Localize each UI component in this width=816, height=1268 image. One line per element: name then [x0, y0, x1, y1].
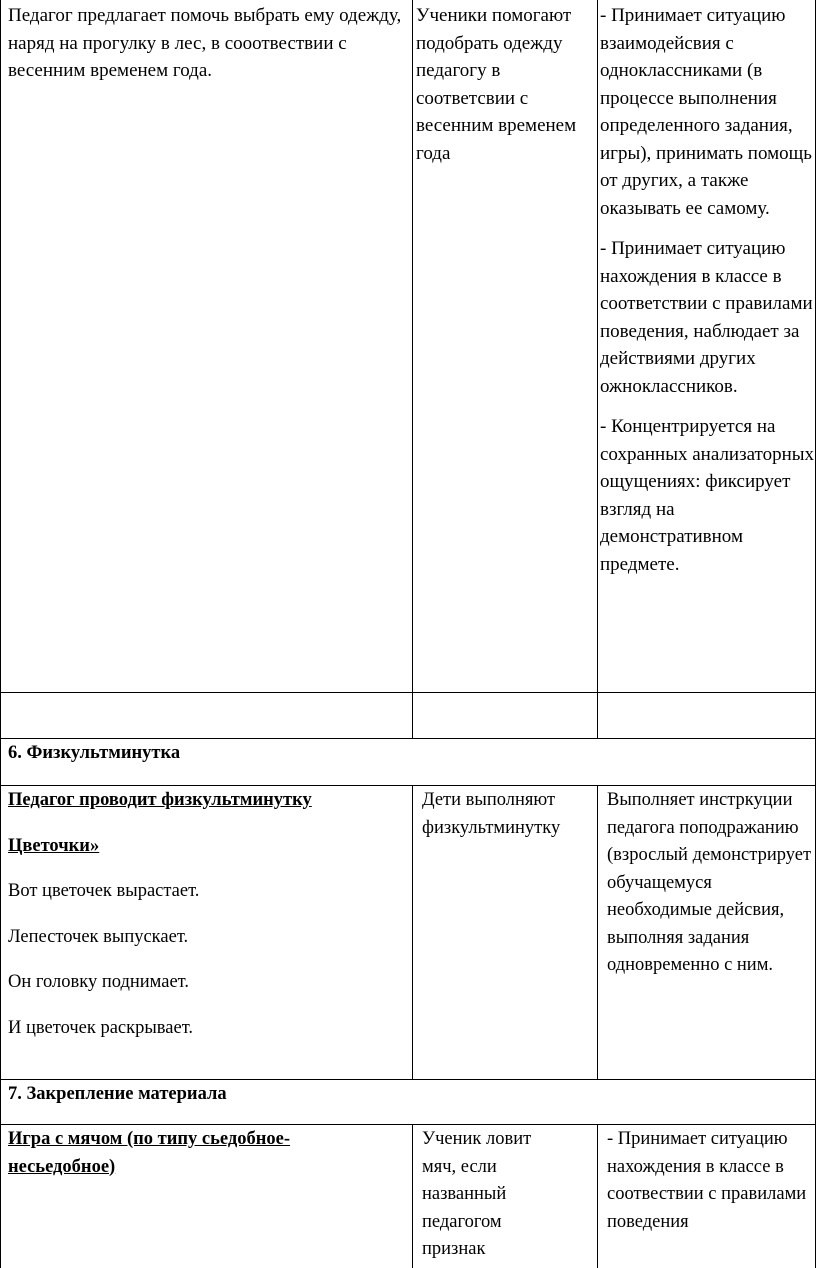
section6-student-text: Дети выполняют физкультминутку [422, 790, 561, 838]
verse-line: Лепесточек выпускает. [8, 926, 189, 947]
row1-student-text: Ученики помогают подобрать одежду педагогу в соответсвии с весенним временем года [416, 5, 577, 164]
section7-heading: Игра с мячом (по типу сьедобное-несьедобное) [8, 1129, 291, 1177]
section7-teacher-activity [8, 1126, 338, 1181]
row1-result-1: - Принимает ситуацию взаимодейсвия с одноклассниками (в процессе выполнения определенного задания, игры), принимать помощь от других, а также оказывать ее самому. [600, 5, 812, 219]
section7-student-text: Ученик ловит мяч, если названный педагогом признак [422, 1129, 532, 1259]
section6-student-activity [422, 787, 592, 842]
verse-line: Он головку поднимает. [8, 972, 189, 992]
section6-result-text: Выполняет инстркуции педагога поподражанию (взрослый демонстрирует обучащемуся необходимые дейсвия, выполняя задания одновременно с ним. [607, 790, 812, 975]
section-7-title: 7. Закрепление материала [8, 1084, 227, 1104]
row-divider [0, 692, 816, 693]
row-divider [0, 738, 816, 739]
section-6-title: 6. Физкультминутка [8, 743, 181, 763]
section7-student-activity [422, 1126, 552, 1264]
row1-result-3: - Концентрируется на сохранных анализаторных ощущениях: фиксирует взгляд на демонстративном предмете. [600, 416, 815, 575]
row-divider [0, 1079, 816, 1080]
row-divider [0, 785, 816, 786]
row1-result-2: - Принимает ситуацию нахождения в классе в соответствии с правилами поведения, наблюдает за действиями других ожноклассников. [600, 238, 813, 397]
col-divider [597, 1125, 598, 1268]
section7-result-text: - Принимает ситуацию нахождения в классе в соотвествии с правилами поведения [607, 1129, 807, 1232]
col-divider [597, 786, 598, 1080]
section6-heading-1: Педагог проводит физкультминутку [8, 790, 312, 810]
verse-line: Вот цветочек вырастает. [8, 881, 200, 901]
section6-results [607, 787, 812, 980]
col-divider [412, 0, 413, 739]
section6-teacher-activity [8, 787, 408, 1042]
row1-student-activity [416, 2, 596, 167]
table-border-left [0, 0, 1, 1268]
col-divider [412, 786, 413, 1080]
row1-teacher-activity [8, 2, 408, 85]
section6-heading-2: Цветочки» [8, 835, 100, 856]
row-divider [0, 1124, 816, 1125]
col-divider [412, 1125, 413, 1268]
section7-results [607, 1126, 812, 1236]
row1-results [600, 2, 815, 591]
col-divider [597, 0, 598, 739]
verse-line: И цветочек раскрывает. [8, 1017, 194, 1038]
row1-teacher-text: Педагог предлагает помочь выбрать ему одежду, наряд на прогулку в лес, в сооотвествии с весенним временем года. [8, 5, 402, 81]
